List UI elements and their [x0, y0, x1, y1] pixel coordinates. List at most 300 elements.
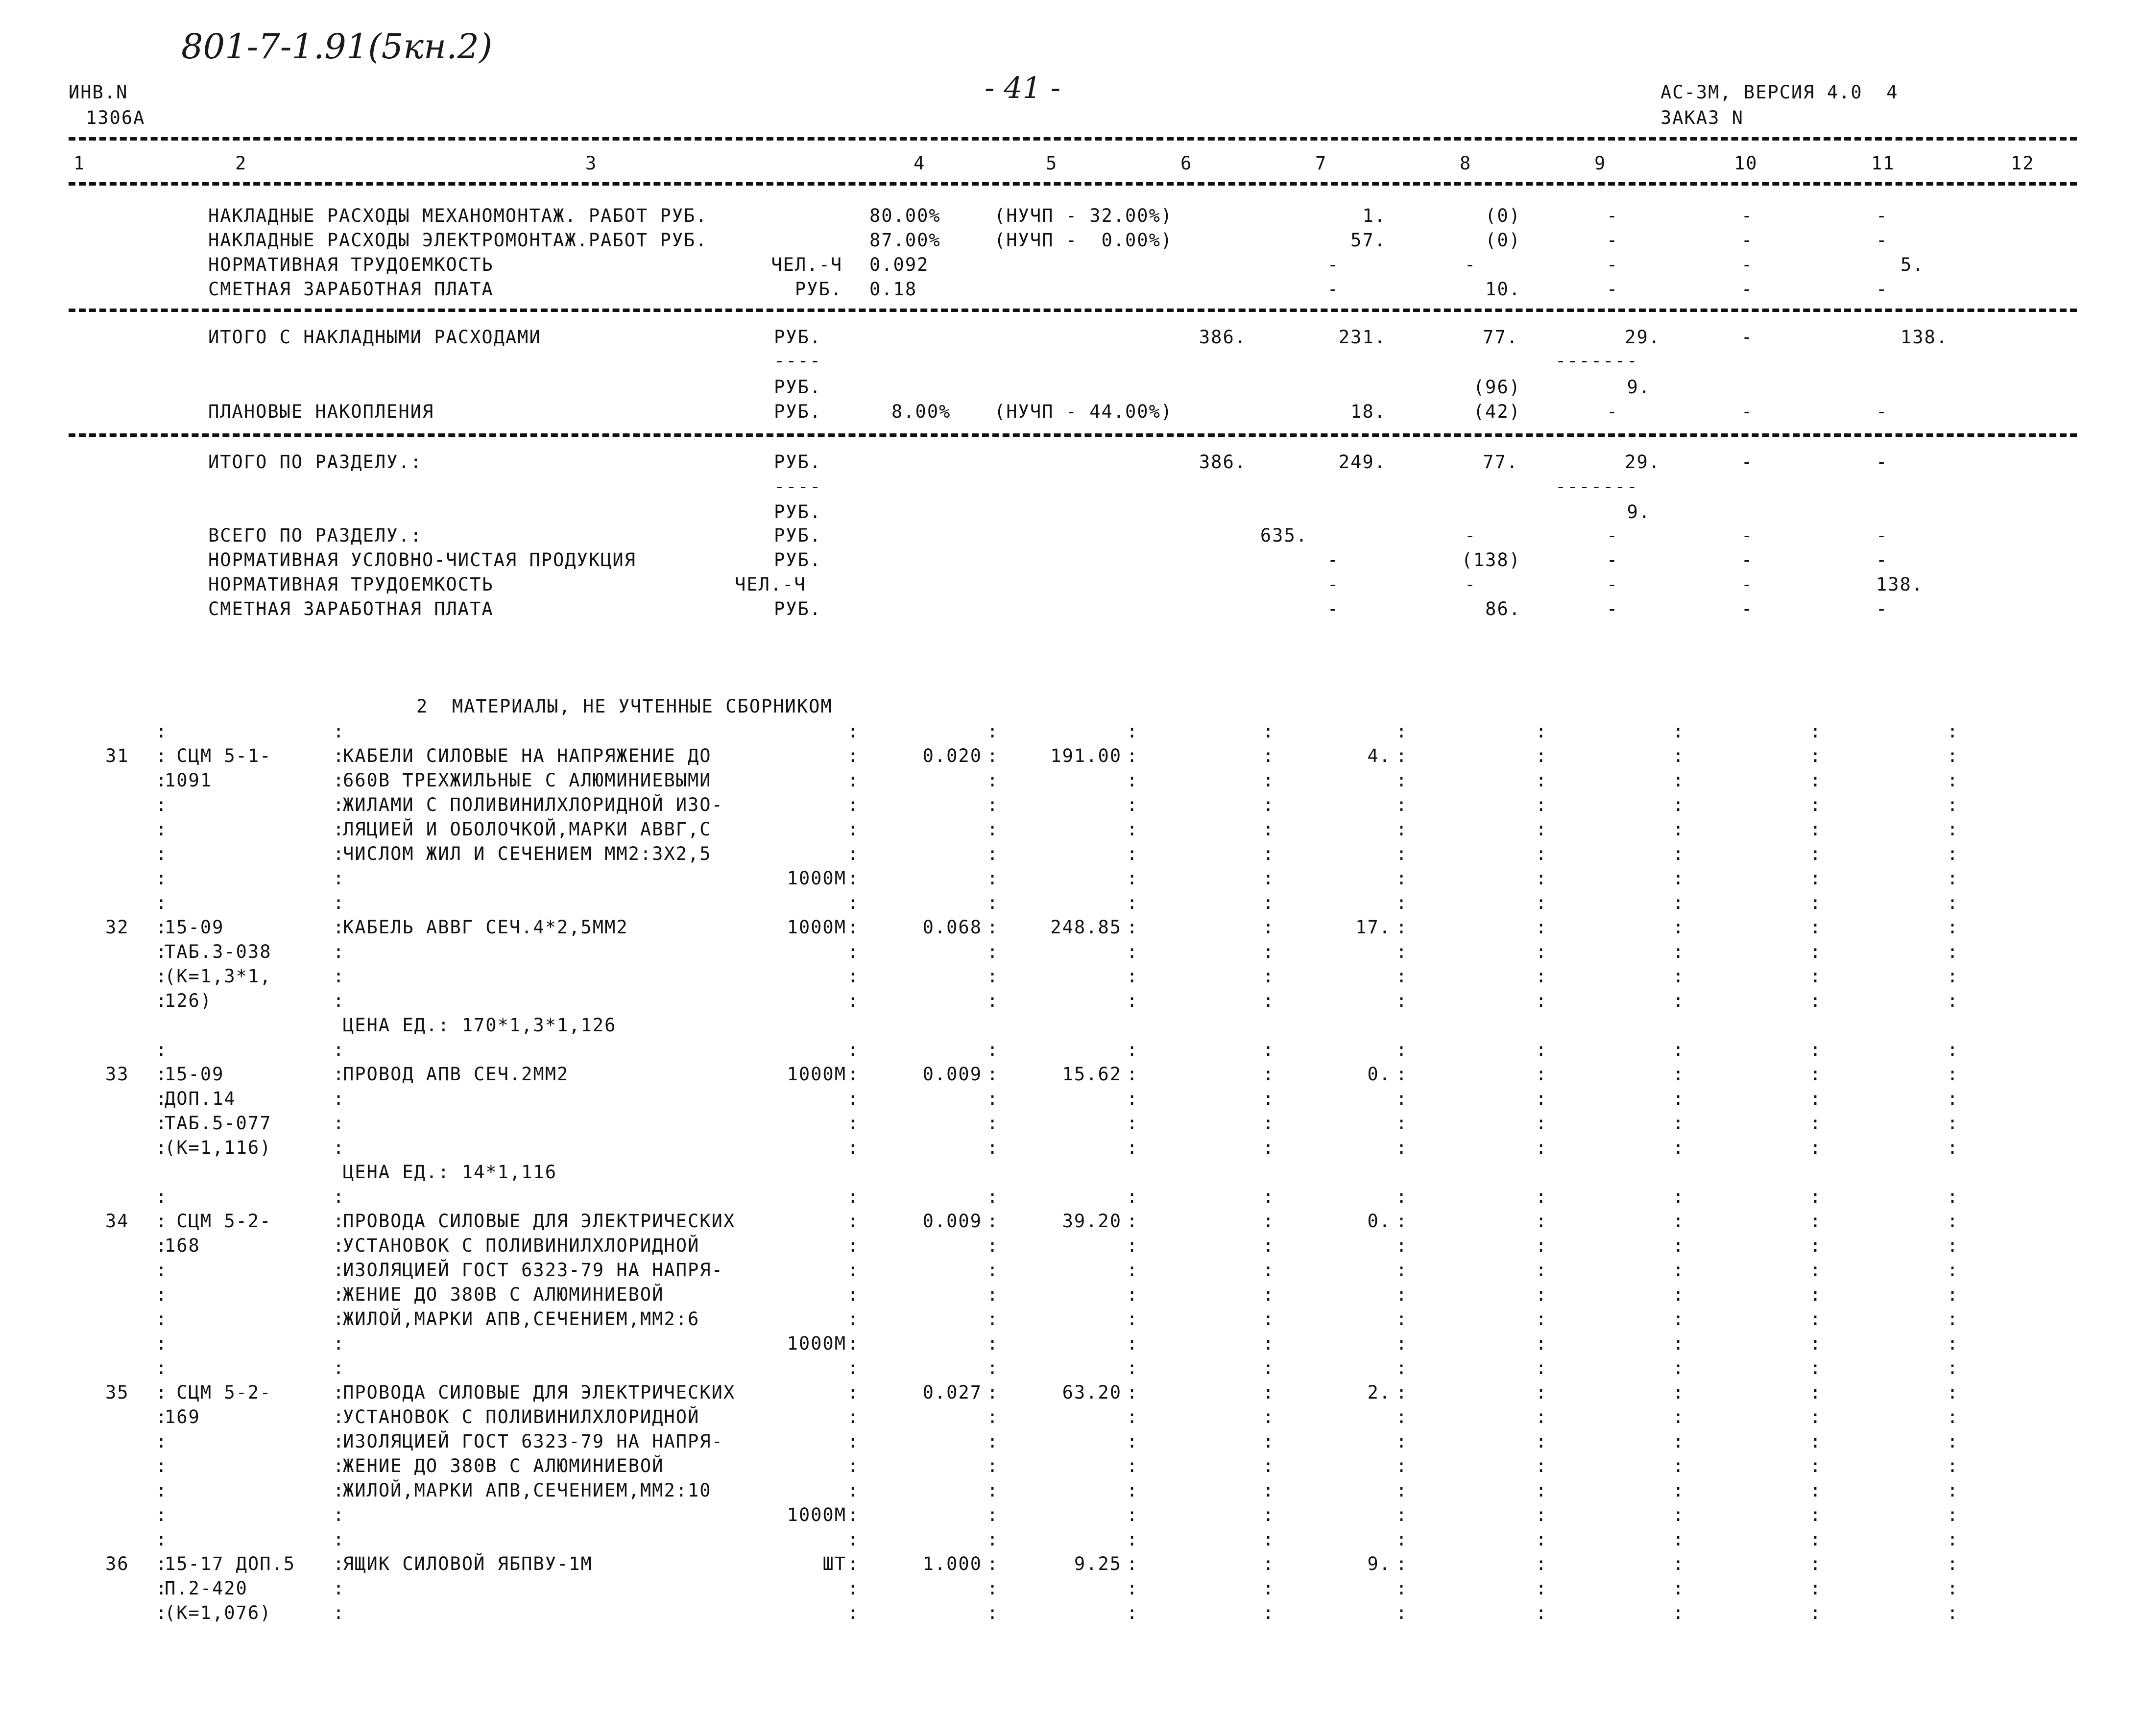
- rule-block2: [69, 433, 2077, 437]
- inv-label: ИНВ.N: [69, 82, 128, 103]
- total-unit: РУБ.: [774, 452, 822, 473]
- column-separator: :: [847, 1308, 859, 1330]
- column-separator: :: [1947, 966, 1958, 987]
- column-separator: :: [1263, 1333, 1274, 1354]
- cell-c7: 18.: [1350, 401, 1386, 422]
- entry-price: 39.20: [1062, 1211, 1122, 1232]
- column-separator: :: [847, 1064, 859, 1085]
- cell-c8: (138): [1461, 549, 1521, 571]
- entry-code: (К=1,076): [165, 1602, 272, 1623]
- cell-c9: 9.: [1627, 377, 1651, 398]
- column-separator: :: [1263, 1284, 1274, 1305]
- entry-number: 31: [105, 745, 129, 766]
- column-separator: :: [1810, 1308, 1821, 1330]
- cell-c4: 80.00%: [869, 205, 941, 226]
- column-separator: :: [333, 1406, 344, 1427]
- cell-c8: 10.: [1485, 279, 1521, 300]
- entry-unit: 1000М: [787, 917, 846, 938]
- column-separator: :: [1947, 1431, 1958, 1452]
- column-separator: :: [1673, 1357, 1684, 1379]
- column-separator: :: [1673, 770, 1684, 791]
- row-unit: ЧЕЛ.-Ч: [735, 574, 806, 595]
- column-separator: :: [987, 868, 998, 889]
- column-separator: :: [1396, 745, 1407, 766]
- column-separator: :: [987, 1088, 998, 1109]
- column-separator: :: [333, 917, 344, 938]
- column-separator: :: [1947, 819, 1958, 840]
- column-separator: :: [1947, 1602, 1958, 1623]
- column-separator: :: [1673, 794, 1684, 815]
- column-separator: :: [1263, 1064, 1274, 1085]
- column-separator: :: [1673, 1431, 1684, 1452]
- column-separator: :: [987, 1186, 998, 1207]
- row-label: СМЕТНАЯ ЗАРАБОТНАЯ ПЛАТА: [208, 598, 494, 619]
- column-separator: :: [1536, 868, 1547, 889]
- program-version: АС-3М, ВЕРСИЯ 4.0 4: [1660, 82, 1899, 103]
- column-separator: :: [156, 794, 167, 815]
- column-separator: :: [847, 1382, 859, 1403]
- column-separator: :: [1536, 1088, 1547, 1109]
- column-separator: :: [1396, 1553, 1407, 1574]
- column-separator: :: [1673, 1504, 1684, 1525]
- column-separator: :: [1673, 868, 1684, 889]
- column-separator: :: [1396, 1455, 1407, 1476]
- entry-price: 15.62: [1062, 1064, 1122, 1085]
- cell-c4: 8.00%: [891, 401, 951, 422]
- column-separator: :: [333, 892, 344, 913]
- column-separator: :: [156, 1504, 167, 1525]
- entry-unit: 1000М: [787, 868, 846, 889]
- entry-description: ПРОВОД АПВ СЕЧ.2ММ2: [343, 1064, 569, 1085]
- column-separator: :: [1127, 1357, 1138, 1379]
- cell-c4: 0.18: [869, 279, 917, 300]
- column-separator: :: [1947, 1578, 1958, 1599]
- page-number: - 41 -: [985, 71, 1061, 105]
- column-separator: :: [1127, 1431, 1138, 1452]
- entry-total: 0.: [1367, 1211, 1391, 1232]
- column-separator: :: [1810, 1529, 1821, 1550]
- cell-c9: -: [1607, 205, 1619, 226]
- column-separator: :: [1396, 990, 1407, 1011]
- entry-price-note: ЦЕНА ЕД.: 170*1,3*1,126: [343, 1015, 617, 1036]
- cell-c11: -: [1876, 525, 1888, 546]
- column-separator: :: [156, 1064, 167, 1085]
- column-separator: :: [1673, 1480, 1684, 1501]
- column-separator: :: [1947, 1333, 1958, 1354]
- separator: ----: [774, 476, 822, 497]
- column-separator: :: [1536, 1357, 1547, 1379]
- inv-number: 1306А: [86, 107, 145, 128]
- entry-number: 36: [105, 1553, 129, 1574]
- column-separator: :: [333, 1357, 344, 1379]
- cell-c10: -: [1741, 230, 1754, 251]
- column-separator: :: [987, 1529, 998, 1550]
- entry-description: КАБЕЛИ СИЛОВЫЕ НА НАПРЯЖЕНИЕ ДО: [343, 745, 712, 766]
- column-separator: :: [333, 1284, 344, 1305]
- column-separator: :: [1810, 1602, 1821, 1623]
- column-separator: :: [1127, 721, 1138, 742]
- column-separator: :: [333, 1113, 344, 1134]
- column-separator: :: [1263, 1431, 1274, 1452]
- column-separator: :: [987, 770, 998, 791]
- column-separator: :: [1263, 1113, 1274, 1134]
- column-separator: :: [987, 1406, 998, 1427]
- column-separator: :: [1536, 1602, 1547, 1623]
- cell-c8: 77.: [1483, 452, 1518, 473]
- column-separator: :: [333, 770, 344, 791]
- column-separator: :: [156, 819, 167, 840]
- entry-code: ТАБ.5-077: [165, 1113, 272, 1134]
- section-title: 2 МАТЕРИАЛЫ, НЕ УЧТЕННЫЕ СБОРНИКОМ: [416, 696, 833, 717]
- column-separator: :: [987, 1211, 998, 1232]
- column-separator: :: [1947, 917, 1958, 938]
- column-separator: :: [1536, 745, 1547, 766]
- column-separator: :: [1947, 1137, 1958, 1158]
- column-separator: :: [1810, 1260, 1821, 1281]
- cell-c9: -: [1607, 279, 1619, 300]
- column-separator: :: [1536, 1211, 1547, 1232]
- column-separator: :: [1536, 1235, 1547, 1256]
- column-separator: :: [1810, 1382, 1821, 1403]
- column-separator: :: [847, 1113, 859, 1134]
- entry-code: СЦМ 5-1-: [165, 745, 272, 766]
- column-separator: :: [1947, 1382, 1958, 1403]
- column-separator: :: [1673, 819, 1684, 840]
- column-separator: :: [156, 966, 167, 987]
- column-separator: :: [333, 1039, 344, 1060]
- column-separator: :: [333, 1504, 344, 1525]
- column-separator: :: [987, 1333, 998, 1354]
- column-separator: :: [1947, 721, 1958, 742]
- column-separator: :: [1396, 1039, 1407, 1060]
- column-separator: :: [1810, 770, 1821, 791]
- cell-c8: 77.: [1483, 327, 1518, 348]
- cell-c8: 86.: [1485, 598, 1521, 619]
- column-separator: :: [1673, 1235, 1684, 1256]
- column-separator: :: [1263, 1553, 1274, 1574]
- entry-price-note: ЦЕНА ЕД.: 14*1,116: [343, 1162, 557, 1183]
- entry-code: СЦМ 5-2-: [165, 1211, 272, 1232]
- column-separator: :: [1396, 1064, 1407, 1085]
- column-separator: :: [156, 892, 167, 913]
- column-separator: :: [1127, 1553, 1138, 1574]
- column-separator: :: [847, 1406, 859, 1427]
- column-separator: :: [156, 1186, 167, 1207]
- column-separator: :: [847, 868, 859, 889]
- column-separator: :: [1810, 1357, 1821, 1379]
- column-separator: :: [1673, 892, 1684, 913]
- entry-qty: 0.068: [922, 917, 982, 938]
- column-separator: :: [1810, 1113, 1821, 1134]
- column-separator: :: [1263, 1406, 1274, 1427]
- column-separator: :: [1673, 1382, 1684, 1403]
- entry-code: 15-09: [165, 1064, 224, 1085]
- column-separator: :: [987, 1113, 998, 1134]
- column-separator: :: [1536, 1039, 1547, 1060]
- cell-c11: -: [1876, 205, 1888, 226]
- column-separator: :: [1263, 721, 1274, 742]
- column-separator: :: [156, 1088, 167, 1109]
- column-separator: :: [333, 1137, 344, 1158]
- column-separator: :: [1947, 1357, 1958, 1379]
- column-separator: :: [333, 843, 344, 864]
- column-separator: :: [1536, 819, 1547, 840]
- column-separator: :: [1810, 1039, 1821, 1060]
- column-separator: :: [156, 721, 167, 742]
- column-separator: :: [1127, 1406, 1138, 1427]
- column-separator: :: [1536, 1333, 1547, 1354]
- column-separator: :: [1536, 1186, 1547, 1207]
- cell-c11: -: [1876, 549, 1888, 571]
- cell-c9: -: [1607, 598, 1619, 619]
- column-separator: :: [1947, 1529, 1958, 1550]
- entry-total: 9.: [1367, 1553, 1391, 1574]
- column-separator: :: [1396, 1186, 1407, 1207]
- column-separator: :: [1127, 1480, 1138, 1501]
- column-separator: :: [987, 941, 998, 962]
- column-separator: :: [1396, 1382, 1407, 1403]
- column-separator: :: [1810, 745, 1821, 766]
- column-separator: :: [1396, 1235, 1407, 1256]
- column-separator: :: [847, 892, 859, 913]
- column-separator: :: [1536, 770, 1547, 791]
- column-separator: :: [1536, 1455, 1547, 1476]
- column-separator: :: [1536, 1553, 1547, 1574]
- column-separator: :: [987, 990, 998, 1011]
- cell-c6: 635.: [1260, 525, 1308, 546]
- cell-c7: -: [1327, 598, 1340, 619]
- column-number: 7: [1315, 153, 1327, 174]
- column-separator: :: [1673, 1260, 1684, 1281]
- entry-code: 169: [165, 1406, 200, 1427]
- column-separator: :: [1396, 1333, 1407, 1354]
- cell-c7: 249.: [1338, 452, 1386, 473]
- entry-description: ЧИСЛОМ ЖИЛ И СЕЧЕНИЕМ ММ2:3Х2,5: [343, 843, 712, 864]
- column-separator: :: [1947, 990, 1958, 1011]
- cell-c10: -: [1741, 401, 1754, 422]
- column-separator: :: [1127, 941, 1138, 962]
- column-number: 12: [2011, 153, 2035, 174]
- column-separator: :: [1536, 843, 1547, 864]
- column-separator: :: [1536, 1406, 1547, 1427]
- cell-c6: (НУЧП - 0.00%): [994, 230, 1173, 251]
- column-separator: :: [1536, 1284, 1547, 1305]
- rule-block1: [69, 309, 2077, 312]
- column-separator: :: [156, 1137, 167, 1158]
- column-separator: :: [1536, 917, 1547, 938]
- entry-number: 34: [105, 1211, 129, 1232]
- column-separator: :: [333, 745, 344, 766]
- column-separator: :: [1536, 941, 1547, 962]
- column-separator: :: [1673, 745, 1684, 766]
- column-separator: :: [1396, 1578, 1407, 1599]
- column-separator: :: [1396, 794, 1407, 815]
- column-separator: :: [1127, 1088, 1138, 1109]
- cell-c9: -: [1607, 525, 1619, 546]
- column-separator: :: [987, 1137, 998, 1158]
- column-separator: :: [1263, 1578, 1274, 1599]
- column-separator: :: [1263, 843, 1274, 864]
- column-separator: :: [1263, 1211, 1274, 1232]
- cell-c8: -: [1465, 525, 1477, 546]
- column-separator: :: [1947, 1088, 1958, 1109]
- column-separator: :: [987, 1431, 998, 1452]
- entry-qty: 1.000: [922, 1553, 982, 1574]
- entry-code: СЦМ 5-2-: [165, 1382, 272, 1403]
- column-separator: :: [1127, 1113, 1138, 1134]
- cell-c9: 29.: [1625, 452, 1660, 473]
- column-separator: :: [333, 819, 344, 840]
- column-separator: :: [156, 1553, 167, 1574]
- column-separator: :: [1396, 1602, 1407, 1623]
- column-separator: :: [333, 966, 344, 987]
- column-separator: :: [1673, 1333, 1684, 1354]
- cell-c11: -: [1876, 279, 1888, 300]
- column-separator: :: [1673, 966, 1684, 987]
- column-separator: :: [1396, 892, 1407, 913]
- cell-c11: 138.: [1900, 327, 1949, 348]
- column-separator: :: [333, 1553, 344, 1574]
- column-separator: :: [333, 1064, 344, 1085]
- column-separator: :: [1263, 1480, 1274, 1501]
- cell-c9: -: [1607, 549, 1619, 571]
- column-separator: :: [1396, 1406, 1407, 1427]
- entry-description: ЯЩИК СИЛОВОЙ ЯБПВУ-1М: [343, 1553, 593, 1574]
- column-separator: :: [1810, 1211, 1821, 1232]
- column-separator: :: [156, 1529, 167, 1550]
- cell-c6: (НУЧП - 32.00%): [994, 205, 1173, 226]
- column-separator: :: [847, 966, 859, 987]
- column-separator: :: [1263, 1357, 1274, 1379]
- column-separator: :: [1673, 1455, 1684, 1476]
- column-separator: :: [1127, 819, 1138, 840]
- column-separator: :: [987, 1064, 998, 1085]
- column-separator: :: [1263, 1039, 1274, 1060]
- column-separator: :: [1536, 1137, 1547, 1158]
- cell-c9: 29.: [1625, 327, 1660, 348]
- entry-description: УСТАНОВОК С ПОЛИВИНИЛХЛОРИДНОЙ: [343, 1406, 700, 1427]
- cell-c6: (НУЧП - 44.00%): [994, 401, 1173, 422]
- sub-unit: РУБ.: [774, 501, 822, 523]
- column-separator: :: [1263, 1382, 1274, 1403]
- cell-c11: -: [1876, 401, 1888, 422]
- column-separator: :: [847, 745, 859, 766]
- column-separator: :: [1536, 990, 1547, 1011]
- column-separator: :: [1947, 892, 1958, 913]
- column-separator: :: [1947, 1504, 1958, 1525]
- column-number: 1: [73, 153, 86, 174]
- cell-c10: -: [1741, 254, 1754, 275]
- column-separator: :: [1396, 1137, 1407, 1158]
- column-separator: :: [847, 1333, 859, 1354]
- column-separator: :: [1810, 1186, 1821, 1207]
- row-label: НОРМАТИВНАЯ ТРУДОЕМКОСТЬ: [208, 574, 494, 595]
- column-separator: :: [847, 1235, 859, 1256]
- entry-code: (К=1,3*1,: [165, 966, 272, 987]
- column-separator: :: [156, 843, 167, 864]
- column-number: 4: [914, 153, 926, 174]
- column-separator: :: [1263, 1260, 1274, 1281]
- column-separator: :: [1396, 1504, 1407, 1525]
- column-separator: :: [156, 1455, 167, 1476]
- cell-c6: 386.: [1199, 452, 1247, 473]
- column-separator: :: [1536, 1480, 1547, 1501]
- column-separator: :: [987, 966, 998, 987]
- column-separator: :: [987, 1455, 998, 1476]
- column-separator: :: [847, 1357, 859, 1379]
- column-separator: :: [333, 1211, 344, 1232]
- column-separator: :: [156, 1113, 167, 1134]
- column-separator: :: [1947, 1113, 1958, 1134]
- column-separator: :: [1673, 1529, 1684, 1550]
- entry-total: 4.: [1367, 745, 1391, 766]
- column-separator: :: [987, 819, 998, 840]
- column-separator: :: [987, 1260, 998, 1281]
- column-separator: :: [987, 1235, 998, 1256]
- column-separator: :: [1947, 1480, 1958, 1501]
- column-separator: :: [1810, 794, 1821, 815]
- cell-c10: -: [1741, 205, 1754, 226]
- column-separator: :: [987, 1284, 998, 1305]
- column-separator: :: [1127, 1284, 1138, 1305]
- column-separator: :: [156, 917, 167, 938]
- column-separator: :: [1947, 1553, 1958, 1574]
- entry-description: ЖЕНИЕ ДО 380В С АЛЮМИНИЕВОЙ: [343, 1284, 664, 1305]
- column-separator: :: [1536, 1308, 1547, 1330]
- column-separator: :: [156, 1211, 167, 1232]
- column-separator: :: [333, 1235, 344, 1256]
- column-separator: :: [1947, 1260, 1958, 1281]
- entry-description: ИЗОЛЯЦИЕЙ ГОСТ 6323-79 НА НАПРЯ-: [343, 1260, 723, 1281]
- column-separator: :: [1263, 1186, 1274, 1207]
- column-separator: :: [333, 1602, 344, 1623]
- row-label: НАКЛАДНЫЕ РАСХОДЫ МЕХАНОМОНТАЖ. РАБОТ РУБ.: [208, 205, 708, 226]
- column-separator: :: [987, 1308, 998, 1330]
- column-separator: :: [1673, 1039, 1684, 1060]
- column-separator: :: [847, 843, 859, 864]
- entry-number: 33: [105, 1064, 129, 1085]
- total-unit: РУБ.: [774, 327, 822, 348]
- column-separator: :: [1673, 721, 1684, 742]
- column-separator: :: [1810, 1284, 1821, 1305]
- entry-description: ЖИЛОЙ,МАРКИ АПВ,СЕЧЕНИЕМ,ММ2:6: [343, 1308, 700, 1330]
- cell-c10: -: [1741, 452, 1754, 473]
- column-separator: :: [1263, 770, 1274, 791]
- column-separator: :: [333, 1088, 344, 1109]
- entry-description: ЖЕНИЕ ДО 380В С АЛЮМИНИЕВОЙ: [343, 1455, 664, 1476]
- column-separator: :: [1673, 1578, 1684, 1599]
- cell-c11: -: [1876, 452, 1888, 473]
- column-separator: :: [1947, 941, 1958, 962]
- entry-price: 191.00: [1050, 745, 1122, 766]
- plan-label: ПЛАНОВЫЕ НАКОПЛЕНИЯ: [208, 401, 434, 422]
- column-separator: :: [1536, 1529, 1547, 1550]
- column-separator: :: [156, 1235, 167, 1256]
- separator: ----: [774, 350, 822, 371]
- column-separator: :: [1810, 1333, 1821, 1354]
- column-separator: :: [156, 745, 167, 766]
- row-unit: РУБ.: [794, 279, 842, 300]
- cell-c9: -: [1607, 254, 1619, 275]
- column-separator: :: [1396, 1529, 1407, 1550]
- cell-c9: 9.: [1627, 501, 1651, 523]
- total-label: ИТОГО С НАКЛАДНЫМИ РАСХОДАМИ: [208, 327, 541, 348]
- entry-unit: ШТ: [822, 1553, 846, 1574]
- column-separator: :: [1263, 1529, 1274, 1550]
- column-separator: :: [1263, 745, 1274, 766]
- column-separator: :: [1263, 868, 1274, 889]
- column-separator: :: [1127, 966, 1138, 987]
